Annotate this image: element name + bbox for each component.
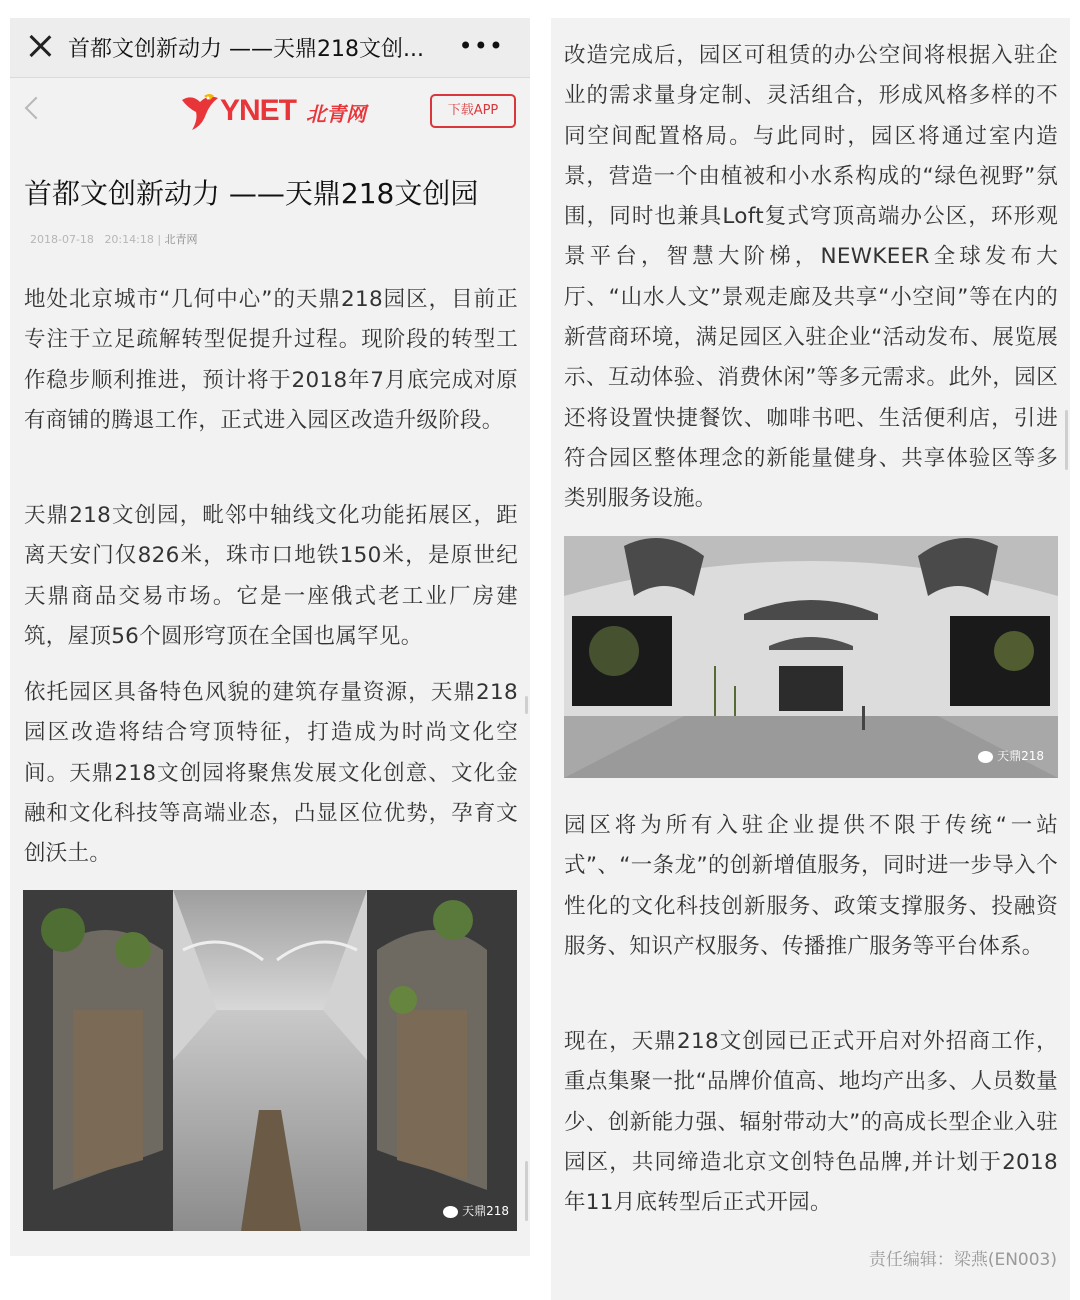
logo-cn: 北青网 [306,102,366,126]
editor-credit: 责任编辑：梁燕(EN003) [868,1250,1057,1270]
article-date: 2018-07-18 [30,233,94,246]
watermark-text: 天鼎218 [462,1204,509,1218]
photo-watermark [443,1202,509,1219]
logo-text: YNET [220,94,297,127]
paragraph: 地处北京城市“几何中心”的天鼎218园区，目前正专注于立足疏解转型促提升过程。现阶段的转型工作稳步顺利推进，预计将于2018年7月底完成对原有商铺的腾退工作，正式进入园区改造升级阶段。 [24,287,518,433]
left-screenshot-panel [10,18,530,1256]
paragraph: 天鼎218文创园，毗邻中轴线文化功能拓展区，距离天安门仅826米，珠市口地铁150米，是原世纪天鼎商品交易市场。它是一座俄式老工业厂房建筑，屋顶56个圆形穹顶在全国也属罕见。 [24,503,518,649]
scrollbar-thumb[interactable] [525,1161,528,1221]
paragraph: 改造完成后，园区可租赁的办公空间将根据入驻企业的需求量身定制、灵活组合，形成风格多样的不同空间配置格局。与此同时，园区将通过室内造景，营造一个由植被和小水系构成的“绿色视野”氛围，同时也兼具Loft复式穹顶高端办公区，环形观景平台，智慧大阶梯，NEWKEER全球发布大厅、“山水人文”景观走廊及共享“小空间”等在内的新营商环境，满足园区入驻企业“活动发布、展览展示、互动体验、消费休闲”等多元需求。此外，园区还将设置快捷餐饮、咖啡书吧、生活便利店，引进符合园区整体理念的新能量健身、共享体验区等多类别服务设施。 [564,43,1058,512]
article-time: 20:14:18 [104,233,154,246]
site-header [10,78,530,150]
article-title: 首都文创新动力 ——天鼎218文创园 [24,177,479,210]
paragraph: 园区将为所有入驻企业提供不限于传统“一站式”、“一条龙”的创新增值服务，同时进一步导入个性化的文化科技创新服务、政策支撑服务、投融资服务、知识产权服务、传播推广服务等平台体系。 [564,813,1058,959]
top-bar-title: 首都文创新动力 ——天鼎218文创... [68,37,424,62]
scrollbar-thumb[interactable] [525,696,528,714]
chevron-left-icon[interactable] [25,97,48,120]
wechat-icon [978,751,993,763]
hall-photo [564,536,1058,778]
photo-watermark [978,747,1044,764]
wechat-top-bar [10,18,530,78]
right-screenshot-panel [551,18,1070,1300]
more-icon[interactable]: ••• [458,32,504,60]
article-source: 北青网 [164,233,198,246]
watermark-text: 天鼎218 [997,749,1044,763]
corridor-render-image [23,890,517,1231]
close-icon[interactable] [26,32,54,60]
article-meta: 2018-07-18 20:14:18 | 北青网 [30,233,198,246]
bird-logo-icon [178,92,222,134]
paragraph: 现在，天鼎218文创园已正式开启对外招商工作，重点集聚一批“品牌价值高、地均产出多、人员数量少、创新能力强、辐射带动大”的高成长型企业入驻园区，共同缔造北京文创特色品牌,并计划于2018年11月底转型后正式开园。 [564,1029,1058,1216]
hall-render-image [564,536,1058,778]
scrollbar-thumb[interactable] [1065,410,1068,470]
download-app-button[interactable]: 下载APP [430,94,516,128]
paragraph: 依托园区具备特色风貌的建筑存量资源，天鼎218园区改造将结合穹顶特征，打造成为时尚文化空间。天鼎218文创园将聚焦发展文化创意、文化金融和文化科技等高端业态，凸显区位优势，孕育文创沃土。 [24,680,518,867]
wechat-icon [443,1206,458,1218]
corridor-photo [23,890,517,1231]
ynet-logo[interactable] [178,92,374,134]
